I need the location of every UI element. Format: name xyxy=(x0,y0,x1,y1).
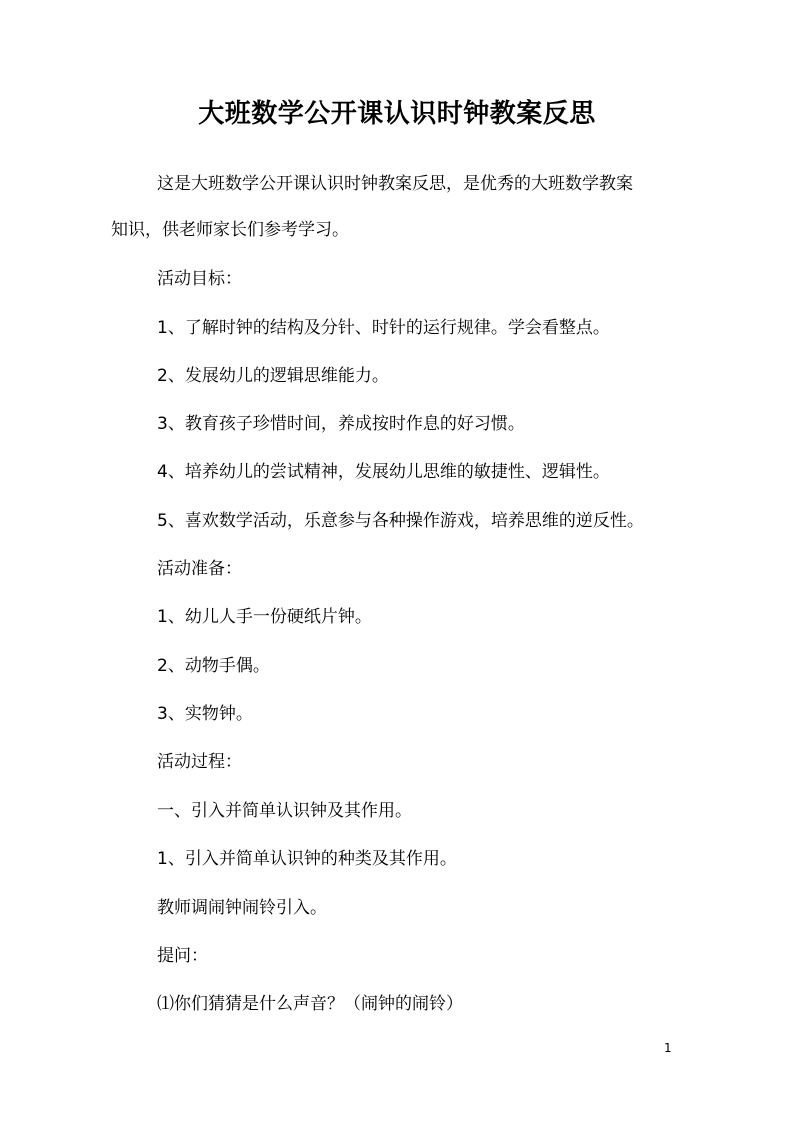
prep-item: 1、幼儿人手一份硬纸片钟。 xyxy=(157,607,372,627)
intro-paragraph-line-2: 知识，供老师家长们参考学习。 xyxy=(111,220,349,240)
prep-item: 2、动物手偶。 xyxy=(157,656,270,676)
goals-heading: 活动目标： xyxy=(157,269,242,289)
process-item: 提问： xyxy=(157,946,208,966)
goal-item: 3、教育孩子珍惜时间，养成按时作息的好习惯。 xyxy=(157,414,525,434)
process-item: 1、引入并简单认识钟的种类及其作用。 xyxy=(157,849,457,869)
process-item: 一、引入并简单认识钟及其作用。 xyxy=(157,801,412,821)
goal-item: 2、发展幼儿的逻辑思维能力。 xyxy=(157,366,389,386)
goal-item: 5、喜欢数学活动，乐意参与各种操作游戏，培养思维的逆反性。 xyxy=(157,511,644,531)
document-title: 大班数学公开课认识时钟教案反思 xyxy=(198,99,596,129)
page-number: 1 xyxy=(664,1041,672,1055)
goal-item: 1、了解时钟的结构及分针、时针的运行规律。学会看整点。 xyxy=(157,318,610,338)
intro-paragraph-line-1: 这是大班数学公开课认识时钟教案反思，是优秀的大班数学教案 xyxy=(157,174,633,194)
prep-heading: 活动准备： xyxy=(157,559,242,579)
goal-item: 4、培养幼儿的尝试精神，发展幼儿思维的敏捷性、逻辑性。 xyxy=(157,462,610,482)
process-item: 教师调闹钟闹铃引入。 xyxy=(157,898,327,918)
process-heading: 活动过程： xyxy=(157,752,242,772)
process-item: ⑴你们猜猜是什么声音？（闹钟的闹铃） xyxy=(157,994,463,1014)
prep-item: 3、实物钟。 xyxy=(157,704,253,724)
